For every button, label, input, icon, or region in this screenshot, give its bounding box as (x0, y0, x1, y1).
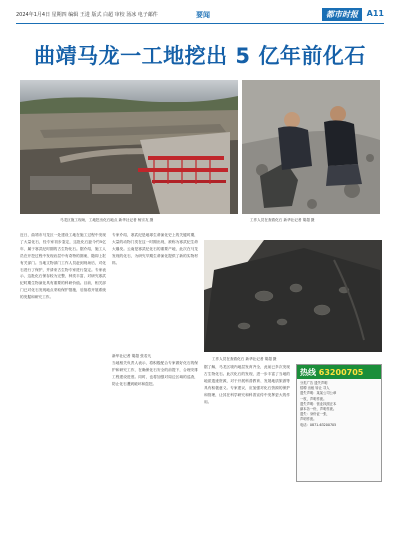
workers-photo (242, 80, 380, 214)
article-credit: 新华社记者 胡超 张若凡 (112, 354, 152, 358)
article-column-1: 近日，曲靖市马龙区一处建设工地在施工过程中发现了大量化石，经专家初步鉴定，这批化石距今约5亿年，属于寒武纪时期的古生物化石。据介绍，施工人员在开挖过程中发现岩层中有奇特的图案，随即上报有关部门。当地文物部门工作人员赶到现场后，对化石进行了保护，并请来古生物专家进行鉴定。专家表示，这批化石保存较为完整，种类丰富，对研究寒武纪时期生物演化具有重要的科研价值。目前，相关部门已对化石发现地点采取保护措施，后续将开展系统的发掘和研究工作。 (20, 233, 106, 300)
ad-hotline-label: 热线 (300, 368, 316, 377)
article-headline: 曲靖马龙一工地挖出 5 亿年前化石 (34, 44, 366, 68)
section-name: 要闻 (196, 11, 210, 19)
ad-line: 一枚，声明作废。 (300, 396, 327, 401)
construction-site-photo (20, 80, 238, 214)
photo-caption-2: 工作人员在查看化石 新华社记者 胡超 摄 (250, 218, 315, 222)
ad-line: 遗失声明：营业执照正本 (300, 401, 337, 406)
photo-caption-1: 马龙区施工现场，工地挖出化石地点 新华社记者 杨宗友 摄 (60, 218, 154, 222)
article-column-2: 专家介绍，寒武纪是地球生命演化史上的关键时期，大量的动物门类在这一时期出现，被称为寒武纪生命大爆发。云南是寒武纪化石的重要产地，此次在马龙发现的化石，为研究早期生命演化提供了新的实物材料。 (112, 233, 198, 265)
classified-ad-box (296, 364, 382, 482)
issue-meta: 2024年1月4日 星期四 编辑 王进 版式 白超 审校 汤冰 电子邮件 (16, 12, 158, 18)
fossil-photo (204, 240, 382, 352)
ad-listings (297, 379, 381, 430)
page-number: A11 (366, 9, 384, 18)
page-header (16, 8, 384, 24)
newspaper-logo: 都市时报 (322, 8, 362, 21)
ad-line: 副本各一份，声明作废。 (300, 407, 337, 412)
ad-line: 电话：0871-63200705 (300, 422, 337, 427)
ad-line: 遗失声明：某某公司公章 (300, 391, 337, 396)
photo-caption-3: 工作人员在查看化石 新华社记者 胡超 摄 (212, 357, 277, 361)
ad-line: 分类广告 遗失声明 (300, 381, 328, 385)
article-column-2b: 当地相关负责人表示，将积极配合专家做好化石的保护和研究工作，在确保化石安全的前提下，合理安排工程建设进度。同时，也将加强对周边区域的巡查，防止化石遭到破坏和盗挖。 (112, 361, 198, 386)
ad-line: 招聘 出租 转让 寻人 (300, 386, 330, 391)
ad-hotline-number: 63200705 (318, 368, 364, 377)
article-column-3: 据了解，马龙区境内地层发育齐全，此前已多次发现古生物化石。此次化石的发现，进一步丰富了当地的地质遗迹资源，对于开展科普教育、发展地质旅游等具有积极意义。专家建议，应加强对化石资源的保护和管理，让其在科学研究和科普宣传中发挥更大的作用。 (204, 365, 290, 404)
ad-hotline (297, 365, 381, 379)
ad-line: 遗失：身份证一张， (300, 412, 330, 417)
ad-line: 声明作废。 (300, 417, 317, 422)
